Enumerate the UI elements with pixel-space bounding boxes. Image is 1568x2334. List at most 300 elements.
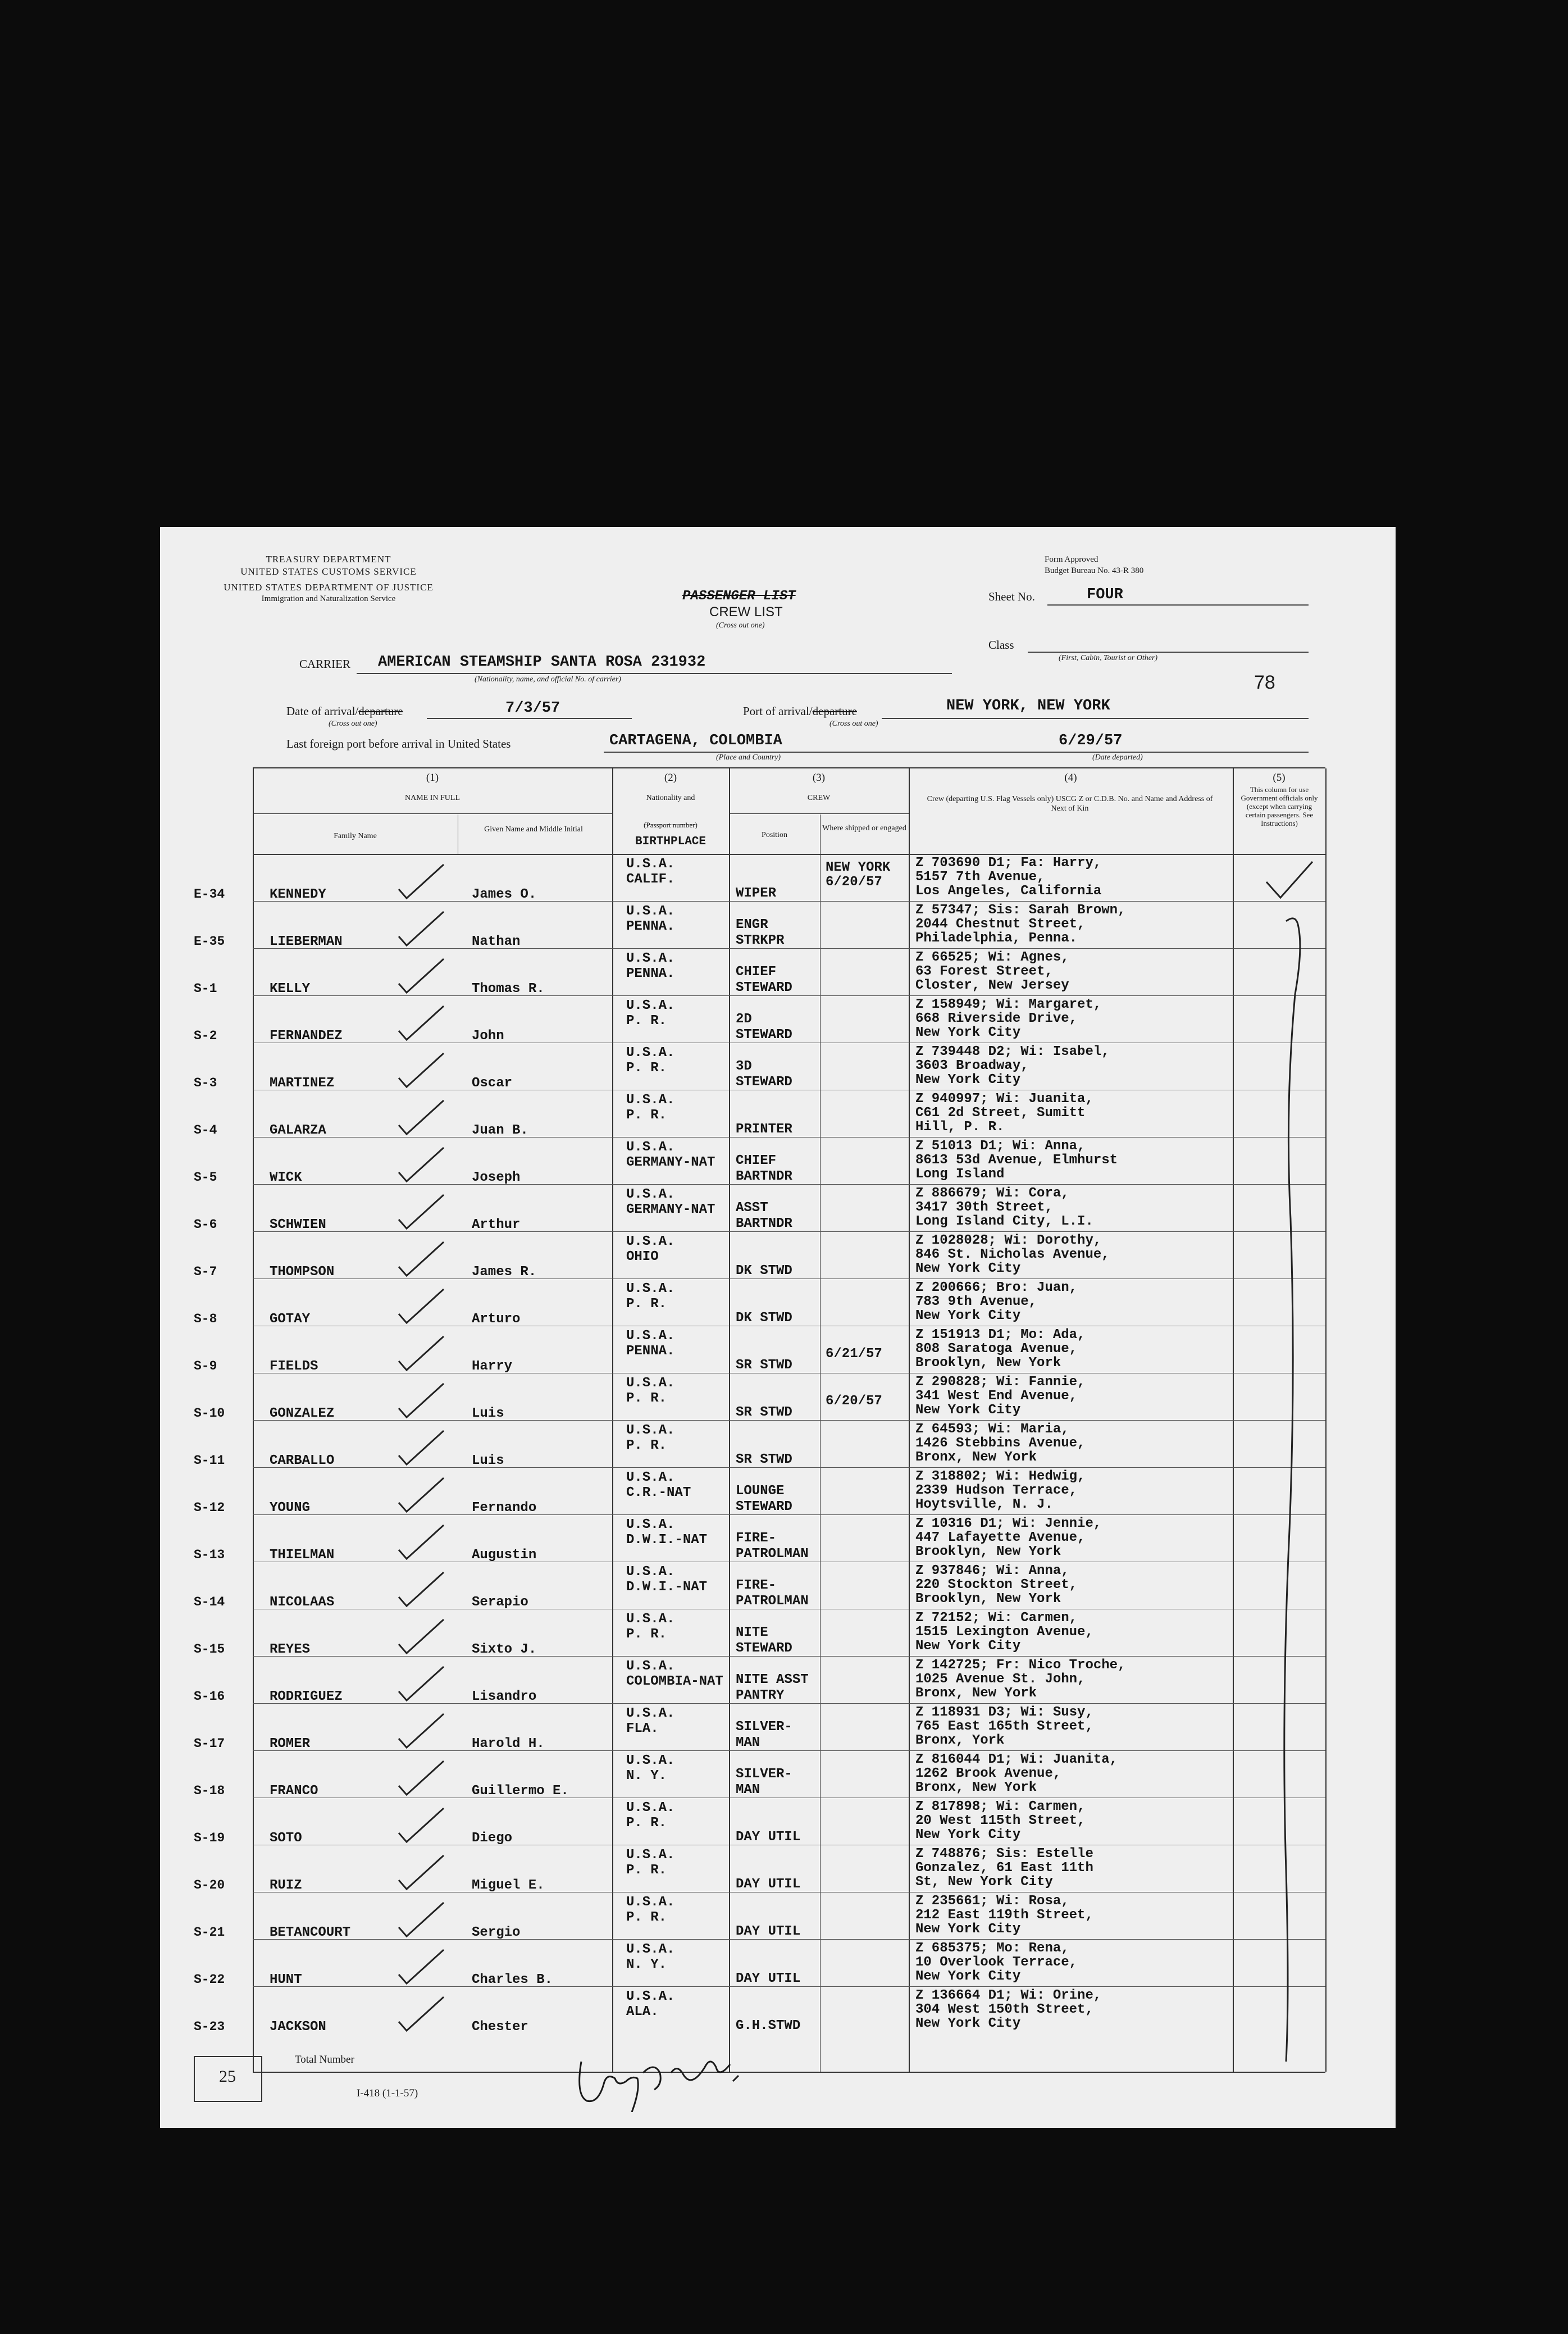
next-of-kin-line-3: Brooklyn, New York	[915, 1544, 1061, 1559]
table-row	[194, 1750, 1325, 1799]
nationality: U.S.A.	[626, 1281, 675, 1296]
family-name: LIEBERMAN	[270, 934, 343, 949]
next-of-kin-line-2: 1025 Avenue St. John,	[915, 1672, 1086, 1687]
row-id: S-20	[194, 1878, 225, 1892]
check-mark-icon	[393, 1143, 461, 1188]
check-mark-icon	[393, 1190, 461, 1235]
next-of-kin-line-1: Z 200666; Bro: Juan,	[915, 1280, 1078, 1295]
given-name: Charles B.	[472, 1972, 553, 1987]
birthplace: PENNA.	[626, 1344, 675, 1359]
agency-line-4: Immigration and Naturalization Service	[261, 594, 396, 603]
table-row	[194, 1420, 1325, 1468]
next-of-kin-line-3: New York City	[915, 1969, 1021, 1984]
row-id: S-13	[194, 1548, 225, 1562]
check-mark-icon	[393, 1096, 461, 1141]
family-name: WICK	[270, 1170, 302, 1185]
table-row	[194, 1798, 1325, 1846]
position-line-2: PANTRY	[736, 1688, 785, 1703]
signature-icon	[564, 2050, 750, 2112]
next-of-kin-line-2: 783 9th Avenue,	[915, 1294, 1037, 1309]
next-of-kin-line-3: Brooklyn, New York	[915, 1355, 1061, 1371]
given-name: James R.	[472, 1264, 537, 1280]
row-id: S-17	[194, 1736, 225, 1751]
date-label: Date of arrival/departure	[286, 704, 403, 718]
next-of-kin-line-3: Hill, P. R.	[915, 1120, 1005, 1135]
position-line-1: ENGR	[736, 917, 768, 932]
table-row	[194, 1514, 1325, 1563]
position-line-2: BARTNDR	[736, 1216, 792, 1231]
table-row	[194, 1939, 1325, 1987]
next-of-kin-line-3: Bronx, York	[915, 1733, 1005, 1748]
shipped-date: 6/20/57	[826, 1394, 882, 1409]
carrier-line	[357, 673, 952, 674]
row-id: S-10	[194, 1406, 225, 1421]
carrier-value: AMERICAN STEAMSHIP SANTA ROSA 231932	[378, 654, 706, 671]
next-of-kin-line-3: New York City	[915, 1261, 1021, 1276]
birthplace: P. R.	[626, 1013, 667, 1029]
col5-title: This column for use Government officials only (except when carrying certain passengers. See Instructions)	[1241, 785, 1318, 827]
agency-line-1: TREASURY DEPARTMENT	[266, 554, 391, 565]
next-of-kin-line-1: Z 748876; Sis: Estelle	[915, 1846, 1093, 1862]
nationality: U.S.A.	[626, 998, 675, 1013]
nationality: U.S.A.	[626, 1612, 675, 1627]
position-line-2: DAY UTIL	[736, 1877, 801, 1892]
departed-note: (Date departed)	[1092, 753, 1143, 762]
given-name: Arturo	[472, 1312, 521, 1327]
check-mark-icon	[393, 1521, 461, 1566]
next-of-kin-line-3: New York City	[915, 1827, 1021, 1842]
check-mark-icon	[393, 1332, 461, 1377]
given-name: Luis	[472, 1453, 504, 1468]
next-of-kin-line-2: 2339 Hudson Terrace,	[915, 1483, 1078, 1498]
position-line-2: STRKPR	[736, 933, 785, 948]
lastport-value: CARTAGENA, COLOMBIA	[609, 732, 782, 749]
next-of-kin-line-3: Closter, New Jersey	[915, 978, 1069, 993]
position-line-2: DAY UTIL	[736, 1830, 801, 1845]
col2-title: Nationality and	[646, 794, 695, 802]
next-of-kin-line-2: Gonzalez, 61 East 11th	[915, 1860, 1093, 1876]
next-of-kin-line-1: Z 57347; Sis: Sarah Brown,	[915, 903, 1126, 918]
nationality: U.S.A.	[626, 1753, 675, 1768]
nationality: U.S.A.	[626, 1848, 675, 1863]
position-line-1: CHIEF	[736, 964, 777, 980]
col-divider-5	[1325, 768, 1327, 2072]
family-name: THOMPSON	[270, 1264, 335, 1280]
family-name: CARBALLO	[270, 1453, 335, 1468]
position-line-2: SR STWD	[736, 1405, 792, 1420]
family-name: RUIZ	[270, 1878, 302, 1893]
table-row	[194, 1892, 1325, 1940]
agency-line-3: UNITED STATES DEPARTMENT OF JUSTICE	[224, 582, 434, 593]
next-of-kin-line-2: 2044 Chestnut Street,	[915, 917, 1086, 932]
position-line-2: MAN	[736, 1782, 760, 1798]
arrival-port: NEW YORK, NEW YORK	[946, 698, 1110, 715]
next-of-kin-line-2: 220 Stockton Street,	[915, 1577, 1078, 1593]
next-of-kin-line-3: Bronx, New York	[915, 1780, 1037, 1795]
nationality: U.S.A.	[626, 1659, 675, 1674]
class-note: (First, Cabin, Tourist or Other)	[1059, 654, 1158, 662]
next-of-kin-line-2: 3603 Broadway,	[915, 1058, 1029, 1073]
given-name: Chester	[472, 2019, 528, 2035]
nationality: U.S.A.	[626, 1942, 675, 1957]
total-label: Total Number	[295, 2054, 354, 2065]
nationality: U.S.A.	[626, 1800, 675, 1816]
port-note: (Cross out one)	[829, 720, 878, 728]
next-of-kin-line-1: Z 816044 D1; Wi: Juanita,	[915, 1752, 1118, 1767]
given-name: Harold H.	[472, 1736, 545, 1751]
form-approved: Form Approved	[1045, 555, 1098, 564]
name-head-line	[253, 813, 612, 814]
next-of-kin-line-3: New York City	[915, 1922, 1021, 1937]
check-mark-icon	[393, 954, 461, 999]
family-name: GOTAY	[270, 1312, 311, 1327]
row-id: S-4	[194, 1123, 217, 1138]
row-id: S-22	[194, 1972, 225, 1987]
next-of-kin-line-2: 1515 Lexington Avenue,	[915, 1625, 1093, 1640]
shipped-date: 6/21/57	[826, 1346, 882, 1362]
next-of-kin-line-3: Brooklyn, New York	[915, 1591, 1061, 1607]
nationality: U.S.A.	[626, 857, 675, 872]
col1-number: (1)	[426, 772, 439, 784]
family-name: REYES	[270, 1642, 311, 1657]
family-name: SCHWIEN	[270, 1217, 326, 1232]
date-note: (Cross out one)	[329, 720, 377, 728]
sheet-value: FOUR	[1087, 586, 1123, 603]
nationality: U.S.A.	[626, 1470, 675, 1485]
birthplace: P. R.	[626, 1296, 667, 1312]
nationality: U.S.A.	[626, 1517, 675, 1532]
col3-number: (3)	[812, 772, 826, 784]
nationality: U.S.A.	[626, 1895, 675, 1910]
check-mark-icon	[393, 1757, 461, 1801]
given-name: Fernando	[472, 1500, 537, 1516]
check-mark-icon	[393, 1473, 461, 1518]
crew-head-line	[729, 813, 909, 814]
family-name: YOUNG	[270, 1500, 311, 1516]
given-name: Joseph	[472, 1170, 521, 1185]
position-line-2: DK STWD	[736, 1263, 792, 1279]
row-id: S-19	[194, 1831, 225, 1845]
col5-number: (5)	[1273, 772, 1286, 784]
next-of-kin-line-2: C61 2d Street, Sumitt	[915, 1105, 1086, 1121]
table-row	[194, 1562, 1325, 1610]
given-name: Sixto J.	[472, 1642, 537, 1657]
next-of-kin-line-1: Z 64593; Wi: Maria,	[915, 1422, 1069, 1437]
family-name: JACKSON	[270, 2019, 326, 2035]
family-name: KELLY	[270, 981, 311, 997]
next-of-kin-line-2: 765 East 165th Street,	[915, 1719, 1093, 1734]
check-mark-icon	[393, 1945, 461, 1990]
birthplace: P. R.	[626, 1816, 667, 1831]
family-name: GALARZA	[270, 1123, 326, 1138]
given-name: Sergio	[472, 1925, 521, 1940]
next-of-kin-line-1: Z 290828; Wi: Fannie,	[915, 1375, 1086, 1390]
table-row	[194, 1703, 1325, 1751]
family-name: FRANCO	[270, 1784, 318, 1799]
birthplace: P. R.	[626, 1108, 667, 1123]
next-of-kin-line-2: 668 Riverside Drive,	[915, 1011, 1078, 1026]
lastport-label: Last foreign port before arrival in United States	[286, 737, 511, 750]
next-of-kin-line-1: Z 118931 D3; Wi: Susy,	[915, 1705, 1093, 1720]
table-row	[194, 1326, 1325, 1374]
carrier-note: (Nationality, name, and official No. of carrier)	[475, 675, 621, 684]
next-of-kin-line-1: Z 235661; Wi: Rosa,	[915, 1894, 1069, 1909]
birthplace: P. R.	[626, 1910, 667, 1925]
next-of-kin-line-3: Long Island City, L.I.	[915, 1214, 1093, 1229]
check-mark-icon	[393, 1804, 461, 1849]
lastport-note: (Place and Country)	[716, 753, 781, 762]
position-line-2: STEWARD	[736, 980, 792, 995]
next-of-kin-line-3: Los Angeles, California	[915, 884, 1102, 899]
position-line-1: FIRE-	[736, 1578, 777, 1593]
position-line-2: SR STWD	[736, 1358, 792, 1373]
col1-given: Given Name and Middle Initial	[484, 825, 583, 834]
position-line-2: G.H.STWD	[736, 2018, 801, 2033]
nationality: U.S.A.	[626, 951, 675, 966]
col4-number: (4)	[1064, 772, 1077, 784]
next-of-kin-line-1: Z 142725; Fr: Nico Troche,	[915, 1658, 1126, 1673]
check-mark-icon	[393, 1615, 461, 1660]
table-row	[194, 995, 1325, 1044]
table-row	[194, 901, 1325, 949]
next-of-kin-line-3: Bronx, New York	[915, 1450, 1037, 1465]
position-line-2: BARTNDR	[736, 1169, 792, 1184]
birthplace: N. Y.	[626, 1768, 667, 1784]
next-of-kin-line-1: Z 886679; Wi: Cora,	[915, 1186, 1069, 1201]
birthplace: N. Y.	[626, 1957, 667, 1972]
nationality: U.S.A.	[626, 1045, 675, 1061]
nationality: U.S.A.	[626, 904, 675, 919]
family-name: GONZALEZ	[270, 1406, 335, 1421]
lastport-line	[604, 752, 1309, 753]
table-row	[194, 1845, 1325, 1893]
birthplace: PENNA.	[626, 919, 675, 934]
position-line-2: STEWARD	[736, 1075, 792, 1090]
port-label: Port of arrival/departure	[743, 704, 857, 718]
position-line-2: PATROLMAN	[736, 1546, 809, 1562]
table-row	[194, 1609, 1325, 1657]
carrier-label: CARRIER	[299, 657, 351, 671]
given-name: Oscar	[472, 1076, 513, 1091]
sheet-label: Sheet No.	[988, 590, 1035, 603]
next-of-kin-line-3: St, New York City	[915, 1875, 1053, 1890]
next-of-kin-line-1: Z 10316 D1; Wi: Jennie,	[915, 1516, 1102, 1531]
col3-shipped: Where shipped or engaged	[822, 824, 906, 832]
class-line	[1028, 652, 1309, 653]
title-struck: PASSENGER LIST	[682, 589, 796, 604]
family-name: SOTO	[270, 1831, 302, 1846]
family-name: RODRIGUEZ	[270, 1689, 343, 1704]
next-of-kin-line-2: 63 Forest Street,	[915, 964, 1053, 979]
given-name: Guillermo E.	[472, 1784, 569, 1799]
table-row	[194, 1986, 1325, 2035]
birthplace: OHIO	[626, 1249, 659, 1264]
birthplace: GERMANY-NAT	[626, 1155, 715, 1170]
nationality: U.S.A.	[626, 1328, 675, 1344]
next-of-kin-line-2: 1262 Brook Avenue,	[915, 1766, 1061, 1781]
given-name: Serapio	[472, 1595, 528, 1610]
position-line-1: LOUNGE	[736, 1484, 785, 1499]
table-row	[194, 1231, 1325, 1280]
position-line-1: SILVER-	[736, 1767, 792, 1782]
given-name: Harry	[472, 1359, 513, 1374]
col4-title: Crew (departing U.S. Flag Vessels only) USCG Z or C.D.B. No. and Name and Address of Next of Kin	[927, 795, 1213, 813]
next-of-kin-line-1: Z 51013 D1; Wi: Anna,	[915, 1139, 1086, 1154]
row-id: S-6	[194, 1217, 217, 1232]
next-of-kin-line-3: New York City	[915, 1308, 1021, 1323]
given-name: James O.	[472, 887, 537, 902]
family-name: THIELMAN	[270, 1548, 335, 1563]
next-of-kin-line-1: Z 937846; Wi: Anna,	[915, 1563, 1069, 1578]
given-name: Arthur	[472, 1217, 521, 1232]
check-mark-icon	[393, 1898, 461, 1943]
birthplace: ALA.	[626, 2004, 659, 2019]
row-id: S-2	[194, 1029, 217, 1043]
birthplace: P. R.	[626, 1061, 667, 1076]
next-of-kin-line-3: New York City	[915, 1025, 1021, 1040]
next-of-kin-line-1: Z 151913 D1; Mo: Ada,	[915, 1327, 1086, 1343]
title-note: (Cross out one)	[716, 621, 765, 630]
class-label: Class	[988, 638, 1014, 652]
family-name: ROMER	[270, 1736, 311, 1751]
nationality: U.S.A.	[626, 1564, 675, 1580]
next-of-kin-line-2: 447 Lafayette Avenue,	[915, 1530, 1086, 1545]
check-mark-icon	[393, 1049, 461, 1094]
col3-title: CREW	[807, 794, 831, 802]
position-line-1: CHIEF	[736, 1153, 777, 1168]
next-of-kin-line-1: Z 685375; Mo: Rena,	[915, 1941, 1069, 1956]
nationality: U.S.A.	[626, 1376, 675, 1391]
check-mark-icon	[393, 1568, 461, 1613]
given-name: Augustin	[472, 1548, 537, 1563]
row-id: E-34	[194, 887, 225, 902]
family-name: KENNEDY	[270, 887, 326, 902]
check-mark-icon	[393, 907, 461, 952]
next-of-kin-line-1: Z 739448 D2; Wi: Isabel,	[915, 1044, 1110, 1059]
row-id: S-3	[194, 1076, 217, 1090]
given-name: Luis	[472, 1406, 504, 1421]
position-line-2: STEWARD	[736, 1499, 792, 1514]
birthplace: CALIF.	[626, 872, 675, 887]
position-line-2: STEWARD	[736, 1027, 792, 1043]
family-name: NICOLAAS	[270, 1595, 335, 1610]
next-of-kin-line-2: 808 Saratoga Avenue,	[915, 1341, 1078, 1357]
table-row	[194, 1467, 1325, 1516]
birthplace: P. R.	[626, 1627, 667, 1642]
next-of-kin-line-2: 846 St. Nicholas Avenue,	[915, 1247, 1110, 1262]
position-line-2: MAN	[736, 1735, 760, 1750]
date-line	[427, 718, 632, 719]
next-of-kin-line-3: Philadelphia, Penna.	[915, 931, 1078, 946]
table-row	[194, 1137, 1325, 1185]
total-value: 25	[219, 2067, 236, 2086]
check-mark-icon	[393, 1285, 461, 1330]
agency-line-2: UNITED STATES CUSTOMS SERVICE	[240, 566, 417, 577]
birthplace: D.W.I.-NAT	[626, 1532, 708, 1548]
row-id: S-9	[194, 1359, 217, 1373]
check-mark-icon	[393, 1851, 461, 1896]
check-mark-icon	[393, 1379, 461, 1424]
port-line	[882, 718, 1309, 719]
row-id: S-14	[194, 1595, 225, 1609]
row-id: S-18	[194, 1784, 225, 1798]
next-of-kin-line-2: 304 West 150th Street,	[915, 2002, 1093, 2017]
next-of-kin-line-1: Z 72152; Wi: Carmen,	[915, 1610, 1078, 1626]
row-id: S-11	[194, 1453, 225, 1468]
position-line-1: FIRE-	[736, 1531, 777, 1546]
position-line-2: STEWARD	[736, 1641, 792, 1656]
next-of-kin-line-2: 5157 7th Avenue,	[915, 870, 1045, 885]
col2-birthplace: BIRTHPLACE	[635, 835, 706, 848]
birthplace: P. R.	[626, 1438, 667, 1453]
birthplace: COLOMBIA-NAT	[626, 1674, 723, 1689]
next-of-kin-line-3: Long Island	[915, 1167, 1005, 1182]
next-of-kin-line-1: Z 136664 D1; Wi: Orine,	[915, 1988, 1102, 2003]
nationality: U.S.A.	[626, 1423, 675, 1438]
next-of-kin-line-1: Z 817898; Wi: Carmen,	[915, 1799, 1086, 1814]
next-of-kin-line-1: Z 66525; Wi: Agnes,	[915, 950, 1069, 965]
next-of-kin-line-3: New York City	[915, 1072, 1021, 1088]
check-mark-icon	[393, 1709, 461, 1754]
position-line-2: PATROLMAN	[736, 1594, 809, 1609]
row-id: S-1	[194, 981, 217, 996]
table-row	[194, 1184, 1325, 1232]
family-name: MARTINEZ	[270, 1076, 335, 1091]
row-id: S-7	[194, 1264, 217, 1279]
birthplace: C.R.-NAT	[626, 1485, 691, 1500]
row-id: S-16	[194, 1689, 225, 1704]
position-line-2: WIPER	[736, 886, 777, 901]
table-row	[194, 1090, 1325, 1138]
position-line-2: PRINTER	[736, 1122, 792, 1137]
budget-bureau: Budget Bureau No. 43-R 380	[1045, 566, 1144, 575]
next-of-kin-line-2: 1426 Stebbins Avenue,	[915, 1436, 1086, 1451]
col1-title: NAME IN FULL	[405, 794, 460, 802]
row-id: S-8	[194, 1312, 217, 1326]
crew-list-sheet	[160, 527, 1396, 2128]
next-of-kin-line-2: 3417 30th Street,	[915, 1200, 1053, 1215]
crew-table	[194, 767, 1325, 2073]
col3-position: Position	[762, 831, 787, 839]
birthplace: PENNA.	[626, 966, 675, 981]
given-name: Nathan	[472, 934, 521, 949]
table-row	[194, 1043, 1325, 1091]
family-name: BETANCOURT	[270, 1925, 351, 1940]
nationality: U.S.A.	[626, 1140, 675, 1155]
position-line-2: SR STWD	[736, 1452, 792, 1467]
col2-number: (2)	[664, 772, 677, 784]
given-name: Juan B.	[472, 1123, 528, 1138]
table-row	[194, 854, 1325, 902]
family-name: FIELDS	[270, 1359, 318, 1374]
table-row	[194, 948, 1325, 997]
birthplace: P. R.	[626, 1391, 667, 1406]
next-of-kin-line-3: Bronx, New York	[915, 1686, 1037, 1701]
position-line-1: SILVER-	[736, 1719, 792, 1735]
given-name: Miguel E.	[472, 1878, 545, 1893]
check-mark-icon	[393, 1662, 461, 1707]
next-of-kin-line-1: Z 703690 D1; Fa: Harry,	[915, 856, 1102, 871]
next-of-kin-line-2: 10 Overlook Terrace,	[915, 1955, 1078, 1970]
family-name: FERNANDEZ	[270, 1029, 343, 1044]
birthplace: D.W.I.-NAT	[626, 1580, 708, 1595]
departed-date: 6/29/57	[1059, 732, 1123, 749]
given-name: Diego	[472, 1831, 513, 1846]
birthplace: P. R.	[626, 1863, 667, 1878]
form-number: I-418 (1-1-57)	[357, 2087, 418, 2099]
table-row	[194, 1656, 1325, 1704]
position-line-1: NITE	[736, 1625, 768, 1640]
